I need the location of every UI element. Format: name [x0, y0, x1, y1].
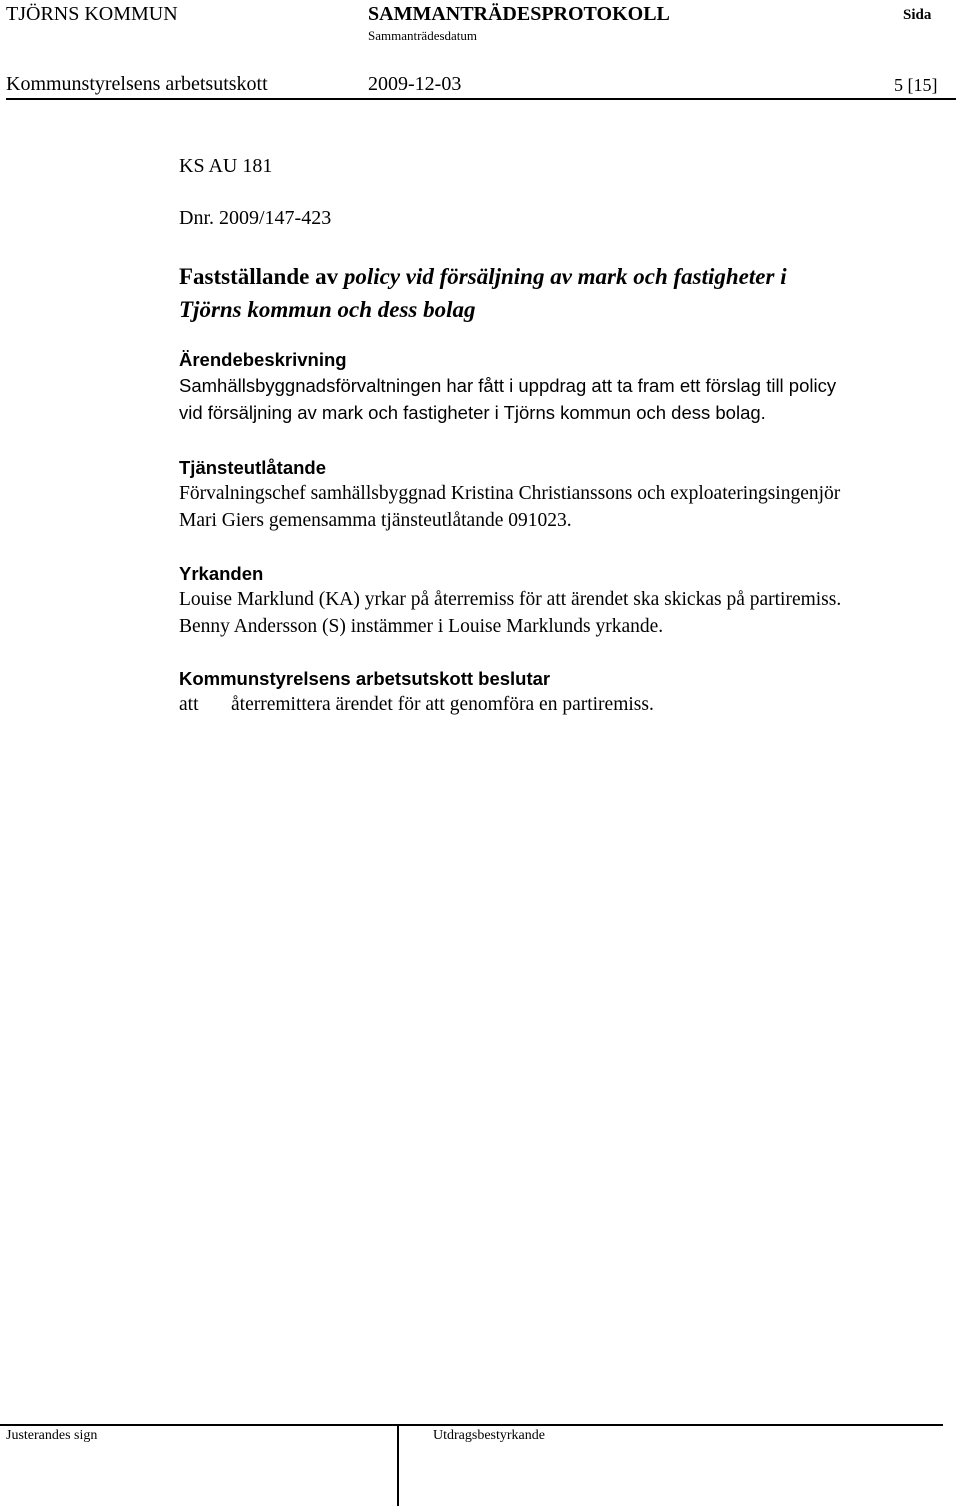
committee-name: Kommunstyrelsens arbetsutskott [6, 73, 268, 95]
section-text-line: Benny Andersson (S) instämmer i Louise Marklunds yrkande. [179, 615, 664, 637]
section-text-line: vid försäljning av mark och fastigheter i Tjörns kommun och dess bolag. [179, 401, 766, 423]
footer-column-divider [397, 1424, 399, 1506]
section-label: Kommunstyrelsens arbetsutskott beslutar [179, 668, 551, 689]
header-divider [6, 98, 956, 100]
section-text-line: Mari Giers gemensamma tjänsteutlåtande 091023. [179, 509, 572, 531]
section-label: Yrkanden [179, 563, 264, 584]
section-label: Ärendebeskrivning [179, 349, 347, 370]
section-motions [179, 561, 955, 640]
case-dnr: Dnr. 2009/147-423 [179, 207, 332, 229]
page-number: 5 [15] [894, 75, 938, 95]
case-id: KS AU 181 [179, 155, 273, 177]
section-decision [179, 666, 955, 718]
case-title [179, 260, 787, 326]
footer-divider [0, 1424, 943, 1426]
meeting-date: 2009-12-03 [368, 73, 462, 95]
decision-row [179, 692, 955, 718]
decision-prefix: att [179, 694, 199, 715]
case-title-italic-2: Tjörns kommun och dess bolag [179, 297, 476, 322]
case-title-bold: Fastställande av [179, 264, 344, 289]
footer-certification-label: Utdragsbestyrkande [433, 1428, 545, 1443]
meeting-date-label: Sammanträdesdatum [368, 28, 478, 43]
decision-text: återremittera ärendet för att genomföra en partiremiss. [231, 694, 654, 715]
section-text-line: Förvalningschef samhällsbyggnad Kristina Christianssons och exploateringsingenjör [179, 483, 841, 504]
section-label: Tjänsteutlåtande [179, 457, 326, 478]
page-label: Sida [903, 7, 932, 23]
footer-signature-label: Justerandes sign [6, 1428, 98, 1443]
document-type: SAMMANTRÄDESPROTOKOLL [368, 3, 670, 25]
section-official-statement [179, 455, 955, 534]
organization-name: TJÖRNS KOMMUN [6, 3, 178, 25]
case-title-italic-1: policy vid försäljning av mark och fastigheter i [343, 264, 787, 289]
section-text-line: Samhällsbyggnadsförvaltningen har fått i uppdrag att ta fram ett förslag till policy [179, 375, 837, 396]
section-text-line: Louise Marklund (KA) yrkar på återremiss för att ärendet ska skickas på partiremiss. [179, 589, 842, 610]
section-description [179, 347, 955, 426]
